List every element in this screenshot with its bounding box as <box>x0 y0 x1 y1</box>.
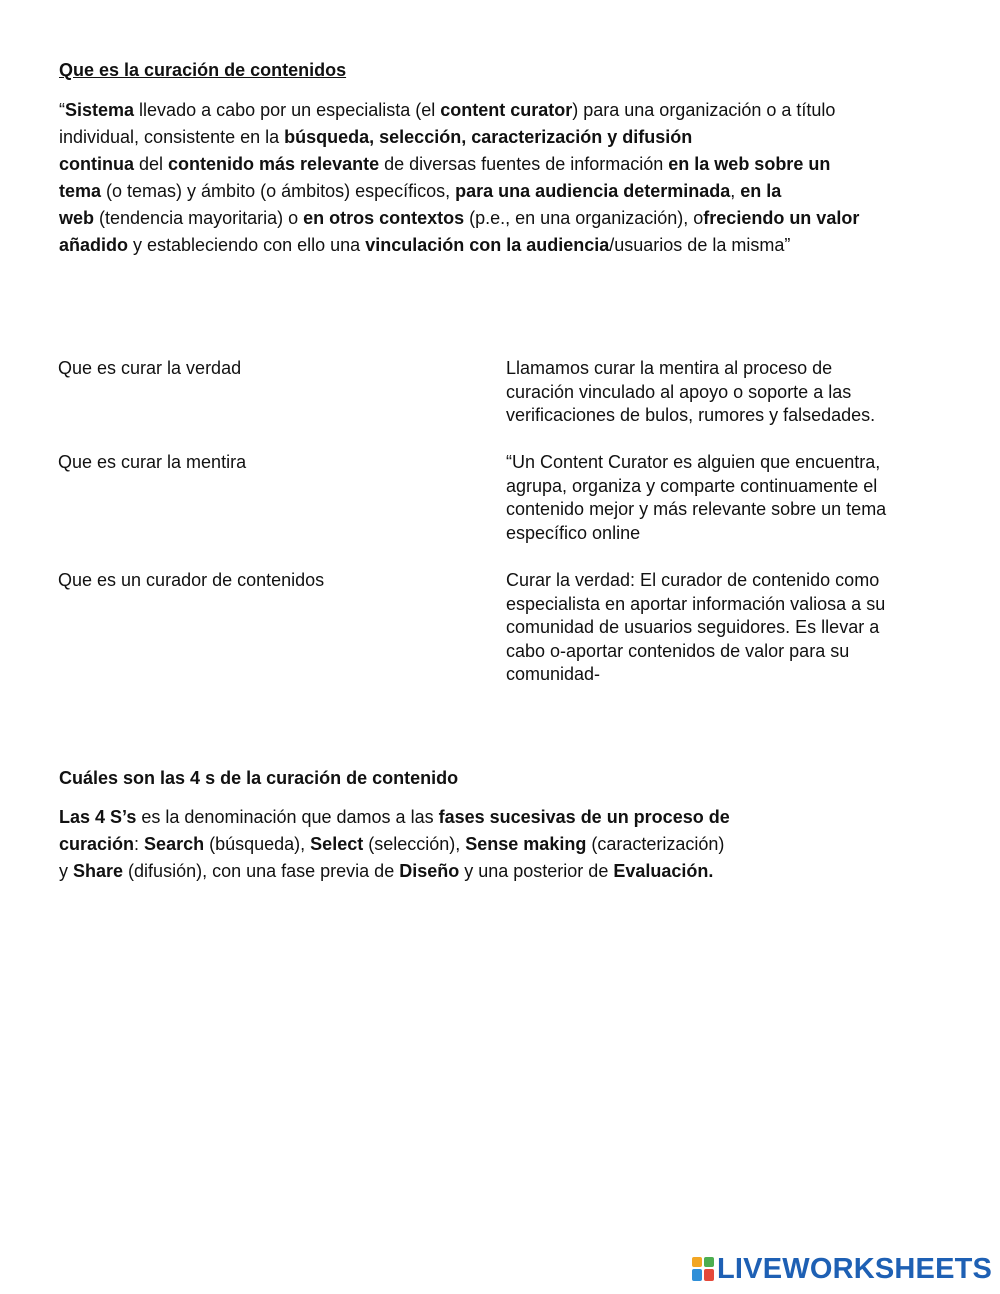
four-s-paragraph <box>59 804 959 885</box>
paragraph-line <box>59 232 959 259</box>
bold-text: Search <box>144 834 205 854</box>
bold-text: añadido <box>59 235 129 255</box>
bold-text: Las 4 S’s <box>59 807 137 827</box>
bold-text: Sense making <box>465 834 587 854</box>
bold-text: content curator <box>440 100 573 120</box>
text: (p.e., en una organización), o <box>464 208 704 228</box>
bold-text: Select <box>310 834 364 854</box>
answer-line: Llamamos curar la mentira al proceso de <box>506 358 833 378</box>
question-curar-mentira: Que es curar la mentira <box>58 452 247 472</box>
text: y <box>59 861 74 881</box>
paragraph-line <box>59 858 959 885</box>
text: de diversas fuentes de información <box>379 154 669 174</box>
bold-text: Share <box>73 861 124 881</box>
paragraph-line <box>59 151 959 178</box>
bold-text: búsqueda, selección, caracterización y difusión <box>284 127 693 147</box>
paragraph-line <box>59 831 959 858</box>
answer-box-2[interactable] <box>506 451 946 545</box>
paragraph-line <box>59 97 959 124</box>
text: es la denominación que damos a las <box>136 807 439 827</box>
question-curar-verdad: Que es curar la verdad <box>58 358 242 378</box>
bold-text: continua <box>59 154 134 174</box>
liveworksheets-logo-text: LIVEWORKSHEETS <box>717 1252 993 1285</box>
answer-line: comunidad- <box>506 664 601 684</box>
bold-text: contenido más relevante <box>168 154 380 174</box>
bold-text: tema <box>59 181 102 201</box>
text: (o temas) y ámbito (o ámbitos) específicos, <box>101 181 456 201</box>
answer-line: verificaciones de bulos, rumores y falsedades. <box>506 405 876 425</box>
question-curador-contenidos: Que es un curador de contenidos <box>58 570 325 590</box>
bold-text: en la web sobre un <box>668 154 831 174</box>
text: llevado a cabo por un especialista (el <box>134 100 441 120</box>
section-title-curacion: Que es la curación de contenidos <box>59 60 347 80</box>
text: ) para una organización o a título <box>572 100 836 120</box>
bold-text: freciendo un valor <box>703 208 860 228</box>
text: “ <box>59 100 65 120</box>
text: y estableciendo con ello una <box>128 235 366 255</box>
bold-text: Evaluación. <box>613 861 714 881</box>
text: , <box>730 181 741 201</box>
answer-line: cabo o-aportar contenidos de valor para su <box>506 640 850 661</box>
paragraph-line <box>59 205 959 232</box>
text: (búsqueda), <box>204 834 311 854</box>
bold-text: en otros contextos <box>303 208 465 228</box>
answer-line: curación vinculado al apoyo o soporte a las <box>506 381 852 402</box>
text: del <box>134 154 169 174</box>
answer-line: especialista en aportar información valiosa a su <box>506 593 886 614</box>
bold-text: para una audiencia determinada <box>455 181 731 201</box>
text: (caracterización) <box>586 834 725 854</box>
text: (tendencia mayoritaria) o <box>94 208 304 228</box>
paragraph-line <box>59 178 959 205</box>
text: individual, consistente en la <box>59 127 285 147</box>
answer-line: Curar la verdad: El curador de contenido como <box>506 570 880 590</box>
bold-text: Diseño <box>399 861 460 881</box>
text: /usuarios de la misma” <box>609 235 791 255</box>
text: y una posterior de <box>459 861 614 881</box>
answer-box-3[interactable] <box>506 569 946 687</box>
bold-text: web <box>59 208 95 228</box>
answer-line: agrupa, organiza y comparte continuamente el <box>506 475 878 496</box>
liveworksheets-logo-icon <box>692 1257 714 1281</box>
answer-box-1[interactable] <box>506 357 946 428</box>
answer-line: comunidad de usuarios seguidores. Es llevar a <box>506 617 880 637</box>
bold-text: curación <box>59 834 135 854</box>
bold-text: vinculación con la audiencia <box>365 235 610 255</box>
bold-text: Sistema <box>65 100 135 120</box>
paragraph-line <box>59 804 959 831</box>
answer-line: contenido mejor y más relevante sobre un tema <box>506 499 887 519</box>
bold-text: fases sucesivas de un proceso de <box>438 807 730 827</box>
liveworksheets-logo <box>692 1254 992 1284</box>
section-title-4s: Cuáles son las 4 s de la curación de contenido <box>59 768 459 788</box>
definition-paragraph <box>59 97 959 259</box>
paragraph-line <box>59 124 959 151</box>
answer-line: “Un Content Curator es alguien que encuentra, <box>506 452 881 472</box>
text: : <box>134 834 145 854</box>
text: (difusión), con una fase previa de <box>123 861 400 881</box>
text: (selección), <box>363 834 466 854</box>
answer-line: específico online <box>506 522 641 543</box>
bold-text: en la <box>740 181 782 201</box>
